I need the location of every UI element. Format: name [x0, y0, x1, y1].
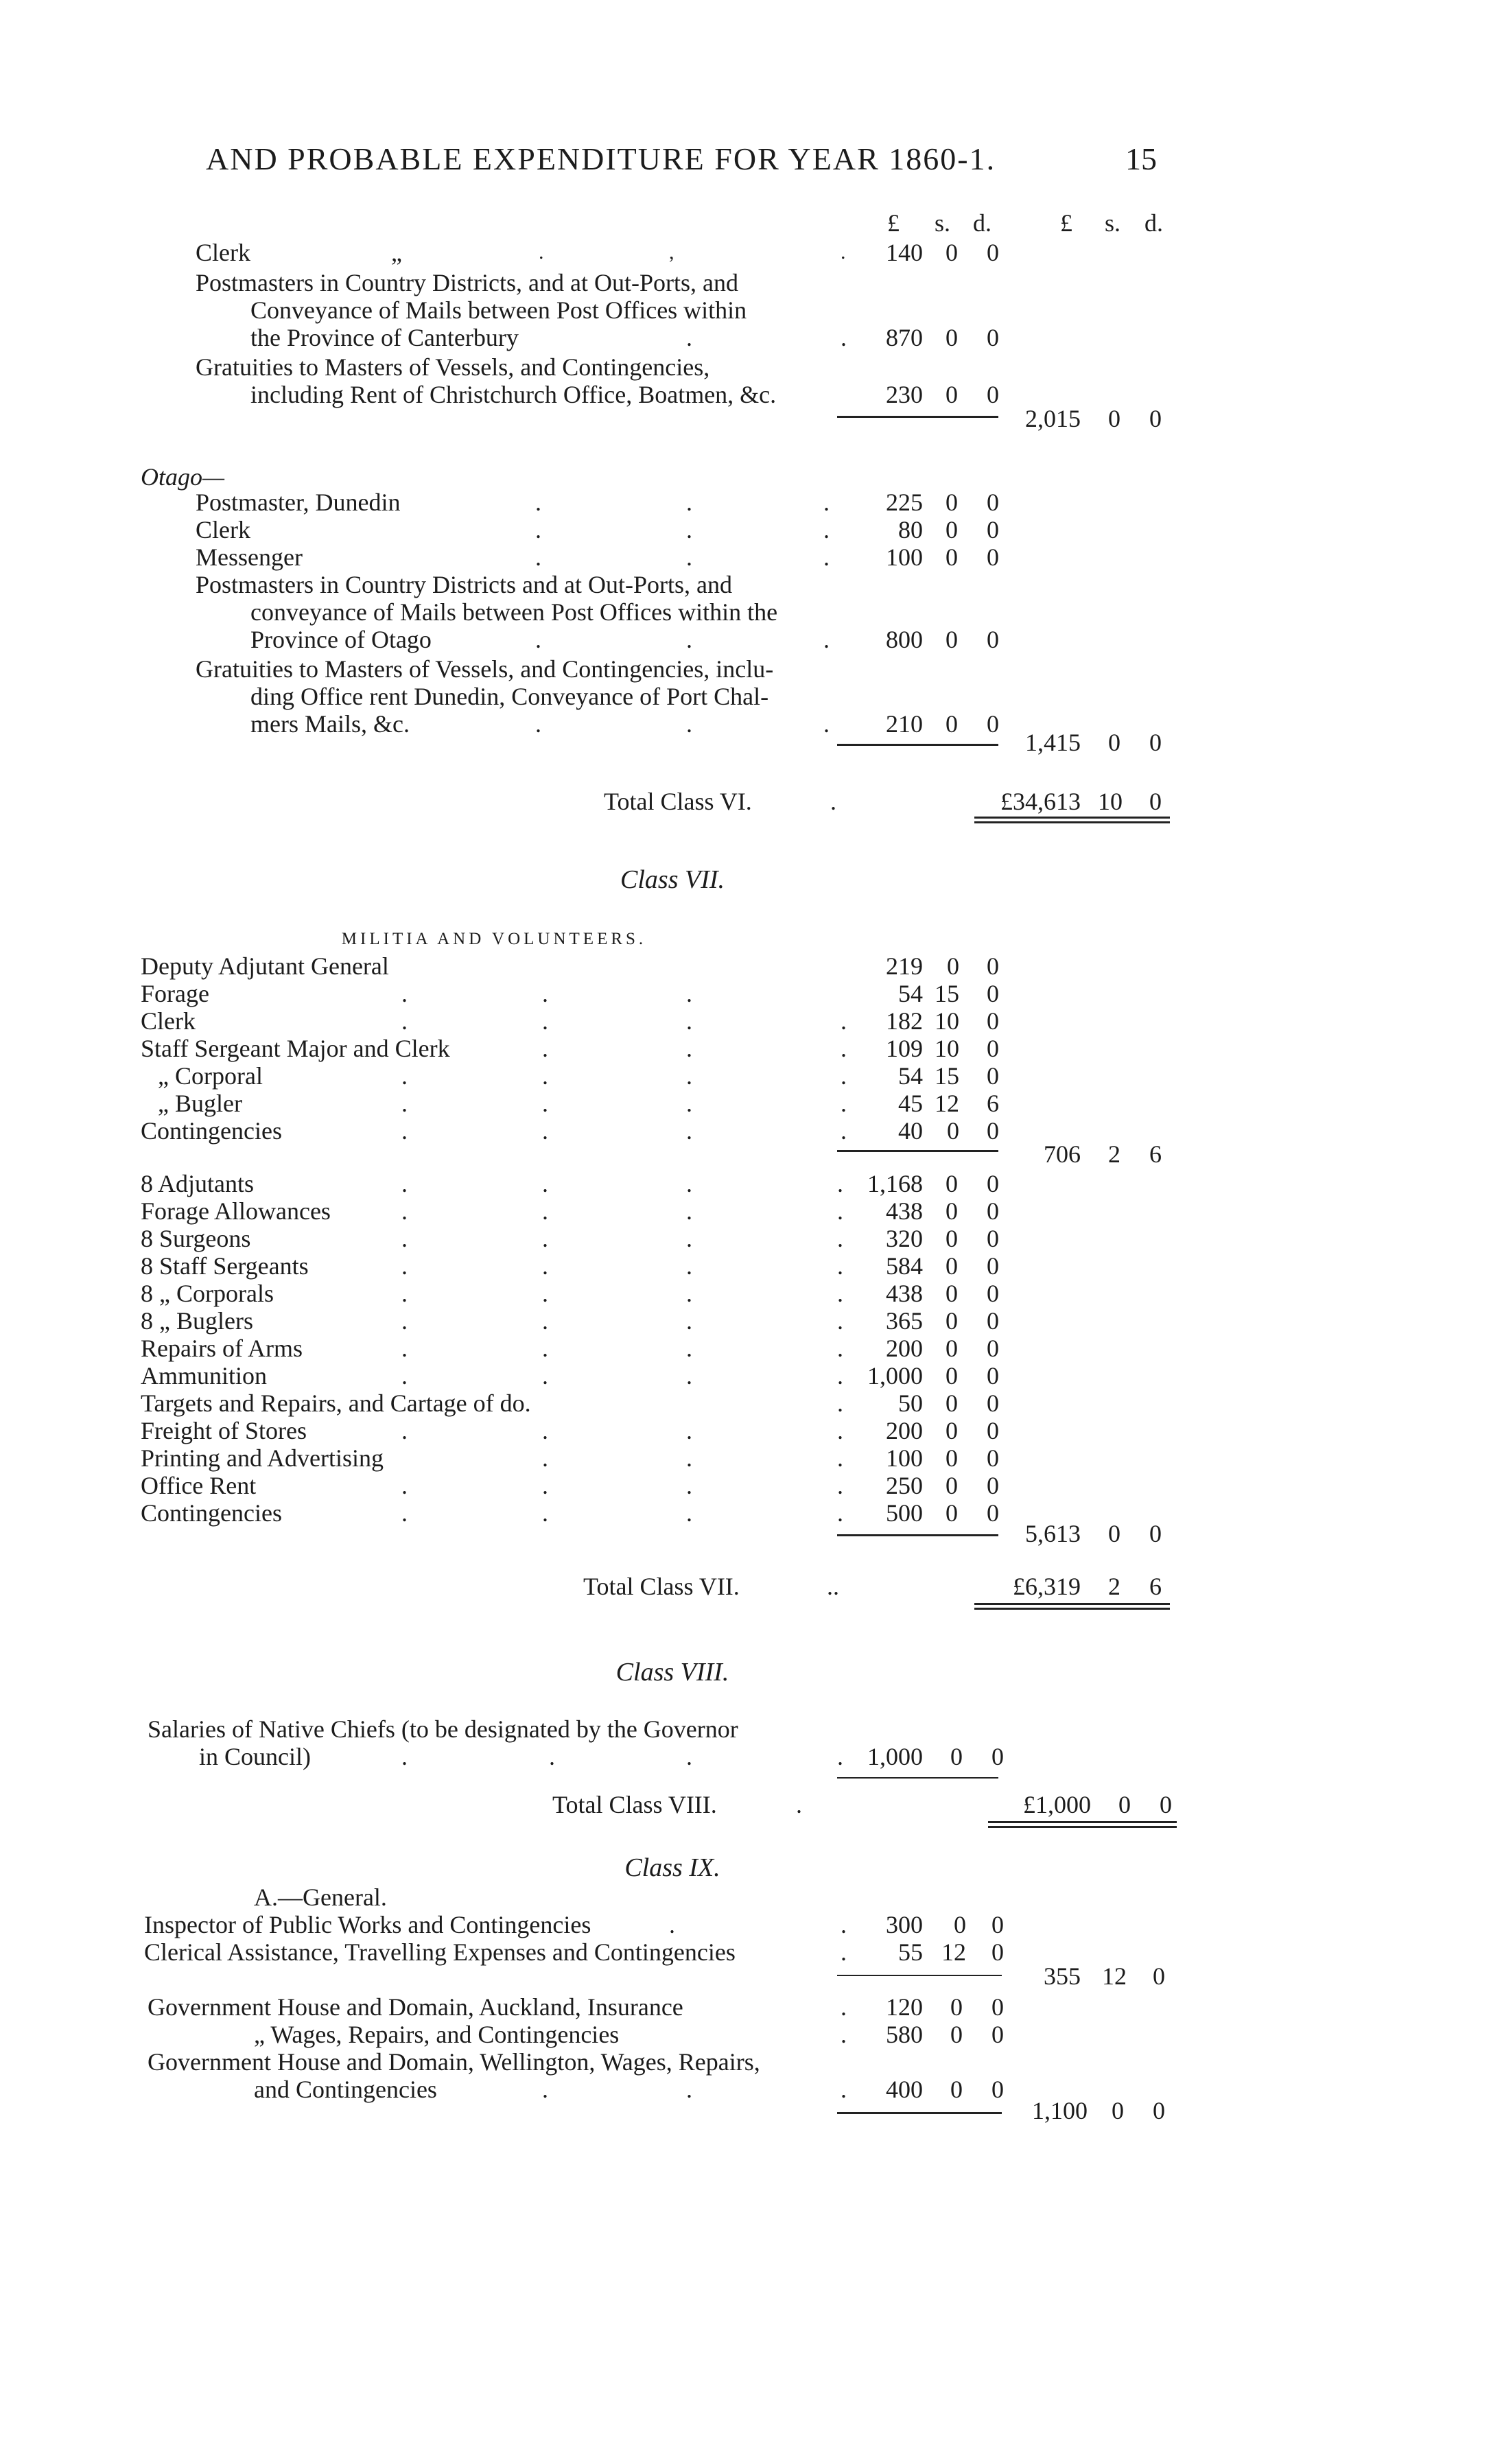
entry-label: Contingencies	[141, 1499, 282, 1527]
entry-label-cont: Conveyance of Mails between Post Offices within	[250, 296, 747, 324]
subheading-text: A.—General.	[254, 1884, 387, 1911]
running-head: AND PROBABLE EXPENDITURE FOR YEAR 1860-1.	[206, 141, 996, 176]
amount-shillings: 0	[947, 1117, 959, 1145]
subtotal-pence: 6	[1149, 1140, 1162, 1168]
total-pounds: £6,319	[1013, 1573, 1081, 1600]
amount-pence: 0	[987, 1335, 999, 1362]
amount-pounds: 54	[898, 1062, 923, 1090]
entry-label: Postmaster, Dunedin	[196, 489, 401, 516]
entry-label: Forage Allowances	[141, 1197, 331, 1225]
amount-pence: 0	[987, 1472, 999, 1499]
amount-pence: 0	[991, 1743, 1004, 1770]
total-label: Total Class VII.	[583, 1573, 740, 1600]
amount-pence: 0	[987, 239, 999, 266]
amount-shillings: 0	[946, 324, 958, 351]
shilling-col-head: s.	[1105, 209, 1121, 237]
class-heading: Class IX.	[624, 1853, 720, 1882]
amount-shillings: 12	[941, 1938, 966, 1966]
entry-label: Office Rent	[141, 1472, 257, 1499]
amount-pounds: 250	[886, 1472, 923, 1499]
amount-shillings: 0	[946, 489, 958, 516]
amount-pence: 0	[987, 1225, 999, 1252]
amount-shillings: 0	[946, 1280, 958, 1307]
sum-rule	[837, 2112, 1002, 2114]
subtotal-shillings: 12	[1102, 1962, 1127, 1990]
sum-rule	[837, 1975, 1002, 1976]
amount-shillings: 0	[946, 1417, 958, 1444]
total-double-rule	[974, 817, 1170, 823]
total-double-rule	[974, 1603, 1170, 1610]
entry-label: Clerk	[196, 239, 250, 266]
amount-pounds: 230	[886, 381, 923, 408]
shilling-col-head: s.	[935, 209, 951, 237]
amount-pence: 0	[987, 952, 999, 980]
total-pence: 6	[1149, 1573, 1162, 1600]
entry-label: Ammunition	[141, 1362, 268, 1389]
subtotal-shillings: 0	[1112, 2097, 1124, 2124]
amount-shillings: 0	[950, 2021, 963, 2048]
amount-shillings: 10	[935, 1035, 959, 1062]
entry-label: Clerk	[141, 1007, 196, 1035]
amount-pounds: 870	[886, 324, 923, 351]
amount-pence: 0	[987, 1252, 999, 1280]
entry-label: Clerical Assistance, Travelling Expenses and Contingencies	[144, 1938, 736, 1966]
pound-col-head: £	[1060, 209, 1072, 237]
amount-pounds: 1,000	[867, 1362, 923, 1389]
entry-label: 8 Adjutants	[141, 1170, 255, 1197]
total-pounds: £1,000	[1023, 1791, 1091, 1818]
entry-label: Forage	[141, 980, 209, 1007]
subtotal-shillings: 0	[1108, 405, 1120, 432]
entry-label: Government House and Domain, Wellington, Wages, Repairs,	[148, 2048, 760, 2076]
amount-pounds: 438	[886, 1280, 923, 1307]
amount-pence: 0	[987, 1307, 999, 1335]
amount-pounds: 210	[886, 710, 923, 738]
amount-pounds: 219	[886, 952, 923, 980]
total-shillings: 2	[1108, 1573, 1120, 1600]
amount-pounds: 54	[898, 980, 923, 1007]
amount-pence: 0	[987, 1499, 999, 1527]
entry-label-cont: the Province of Canterbury	[250, 324, 519, 351]
entry-label-cont: and Contingencies	[254, 2076, 437, 2103]
amount-shillings: 0	[946, 1444, 958, 1472]
page-number: 15	[1125, 141, 1157, 176]
total-double-rule	[988, 1821, 1177, 1828]
entry-label-cont: ding Office rent Dunedin, Conveyance of Port Chal-	[250, 683, 769, 710]
entry-label: 8 „ Corporals	[141, 1280, 274, 1307]
amount-pence: 0	[987, 516, 999, 543]
entry-label: Messenger	[196, 543, 303, 571]
amount-pounds: 365	[886, 1307, 923, 1335]
document-page: AND PROBABLE EXPENDITURE FOR YEAR 1860-1. 15 £ s. d. £ s. d. Clerk „ . , . 140 0 0 Postmasters in Country Districts, and at Out-Ports, and Conveyance of Mails between Post Offices within the Province of Canterbury . . 870 0 0 Gratuities to Masters of Vessels, and Contingencies, including Rent of Christchurch Office, Boatmen, &c. 230 0 0 2,015 0 0 Otago— Postmaster, Dunedin . . . 225 0 0 Clerk . . . 80 0 0 Messenger . . . 100 0 0 Postmasters in Country Districts and at Out-Ports, and conveyance of Mails between Post Offices within the Province of Otago . . . 800 0 0 Gratuities to Masters of Vessels, and Contingencies, inclu- ding Office rent Dunedin, Conveyance of Port Chal- mers Mails, &c. . . . 210 0 0 1,415 0 0 Total Class VI. . £34,613 10 0 Class VII. MILITIA AND VOLUNTEERS. Deputy Adjutant General 219 0 0 Forage 54 15 0 Clerk 182 10 0 Staff Sergeant Major and Clerk 109 10 0 „ Corporal 54 15 0 „ Bugler 45 12 6 Contingencies 40 0 0 . . . . . . . . . . . . . . . . . . . . . . 706 2 6 8 Adjutants 1,168 0 0 Forage Allowances 438 0 0 8 Surgeons 320 0 0 8 Staff Sergeants 584 0 0 8 „ Corporals 438 0 0 8 „ Buglers 365 0 0 Repairs of Arms 200 0 0 Ammunition 1,000 0 0 Targets and Repairs, and Cartage of do. 50 0 0 Freight of Stores 200 0 0 Printing and Advertising 100 0 0 Office Rent 250 0 0 Contingencies 500 0 0 . . . . . . . . . . . . . . . . . . . . . . . . . . . . . . . . . . . . . . . . . . . . . . . . 5,613 0 0 Total Class VII. .. £6,319 2 6 Class VIII. Salaries of Native Chiefs (to be designated by the Governor in Council) . . . . 1,000 0 0 Total Class VIII. . £1,000 0 0 Class IX. A.—General. Inspector of Public Works and Contingencies . . 300 0 0 Clerical Assistance, Travelling Expenses and Contingencies . 55 12 0 355 12 0 Government House and Domain, Auckland, Insurance . 120 0 0 „ Wages, Repairs, and Contingencies . 580 0 0 Government House and Domain, Wellington, Wages, Repairs, and Contingencies . . . 400 0 0 1,100 0 0	[0, 0, 1491, 2464]
total-pence: 0	[1160, 1791, 1172, 1818]
amount-shillings: 0	[946, 1225, 958, 1252]
amount-shillings: 0	[946, 626, 958, 653]
amount-shillings: 0	[950, 1993, 963, 2021]
amount-pence: 6	[987, 1090, 999, 1117]
class-heading: Class VIII.	[615, 1658, 729, 1687]
entry-label: 8 Surgeons	[141, 1225, 251, 1252]
sum-rule	[837, 1777, 998, 1779]
amount-pounds: 182	[886, 1007, 923, 1035]
amount-shillings: 12	[935, 1090, 959, 1117]
sum-rule	[837, 1534, 998, 1536]
amount-pounds: 100	[886, 1444, 923, 1472]
entry-label: 8 „ Buglers	[141, 1307, 253, 1335]
amount-pence: 0	[987, 1170, 999, 1197]
entry-label: Gratuities to Masters of Vessels, and Contingencies, inclu-	[196, 655, 774, 683]
class-heading: Class VII.	[620, 865, 725, 894]
amount-pounds: 200	[886, 1417, 923, 1444]
amount-pounds: 500	[886, 1499, 923, 1527]
entry-label: „ Corporal	[158, 1062, 263, 1090]
amount-pence: 0	[987, 1362, 999, 1389]
amount-shillings: 0	[946, 381, 958, 408]
subtotal-pence: 0	[1153, 2097, 1165, 2124]
amount-pounds: 1,168	[867, 1170, 923, 1197]
amount-pounds: 438	[886, 1197, 923, 1225]
subtotal-shillings: 0	[1108, 1520, 1120, 1547]
amount-pounds: 55	[898, 1938, 923, 1966]
entry-label: Deputy Adjutant General	[141, 952, 389, 980]
entry-label: Inspector of Public Works and Contingencies	[144, 1911, 591, 1938]
amount-pence: 0	[991, 2076, 1004, 2103]
amount-shillings: 0	[954, 1911, 966, 1938]
subtotal-pence: 0	[1149, 1520, 1162, 1547]
total-label: Total Class VIII.	[552, 1791, 717, 1818]
subtotal-pounds: 706	[1044, 1140, 1081, 1168]
entry-label-cont: conveyance of Mails between Post Offices within the	[250, 598, 778, 626]
class-subheading	[254, 1884, 387, 1911]
class-subheading: MILITIA AND VOLUNTEERS.	[341, 930, 647, 948]
entry-label: Postmasters in Country Districts, and at Out-Ports, and	[196, 269, 738, 296]
entry-label-cont: Province of Otago	[250, 626, 432, 653]
entry-label: Printing and Advertising	[141, 1444, 384, 1472]
amount-shillings: 0	[946, 1472, 958, 1499]
subtotal-shillings: 2	[1108, 1140, 1120, 1168]
sum-rule	[837, 416, 998, 418]
subtotal-pence: 0	[1153, 1962, 1165, 1990]
pound-col-head: £	[887, 209, 900, 237]
entry-label: 8 Staff Sergeants	[141, 1252, 309, 1280]
amount-shillings: 0	[947, 952, 959, 980]
total-shillings: 10	[1098, 788, 1123, 815]
amount-pounds: 320	[886, 1225, 923, 1252]
amount-shillings: 0	[946, 1389, 958, 1417]
total-pounds: £34,613	[1000, 788, 1081, 815]
entry-label: Targets and Repairs, and Cartage of do.	[141, 1389, 531, 1417]
amount-pounds: 109	[886, 1035, 923, 1062]
amount-pence: 0	[991, 1938, 1004, 1966]
amount-pence: 0	[987, 1417, 999, 1444]
entry-label-cont: mers Mails, &c.	[250, 710, 410, 738]
amount-pounds: 225	[886, 489, 923, 516]
subtotal-shillings: 0	[1108, 729, 1120, 756]
amount-pounds: 120	[886, 1993, 923, 2021]
amount-pence: 0	[987, 381, 999, 408]
subtotal-pounds: 355	[1044, 1962, 1081, 1990]
amount-shillings: 0	[946, 1307, 958, 1335]
subtotal-pence: 0	[1149, 729, 1162, 756]
entry-label: Government House and Domain, Auckland, Insurance	[148, 1993, 683, 2021]
entry-label: „ Wages, Repairs, and Contingencies	[254, 2021, 620, 2048]
amount-pence: 0	[987, 1007, 999, 1035]
amount-pounds: 100	[886, 543, 923, 571]
amount-shillings: 0	[946, 1252, 958, 1280]
amount-pence: 0	[987, 489, 999, 516]
entry-label: Repairs of Arms	[141, 1335, 303, 1362]
amount-pounds: 300	[886, 1911, 923, 1938]
subtotal-pounds: 1,415	[1025, 729, 1081, 756]
amount-pence: 0	[987, 980, 999, 1007]
amount-pounds: 50	[898, 1389, 923, 1417]
entry-label: Contingencies	[141, 1117, 282, 1145]
amount-shillings: 0	[950, 2076, 963, 2103]
amount-pence: 0	[987, 543, 999, 571]
amount-shillings: 0	[950, 1743, 963, 1770]
amount-pence: 0	[991, 1911, 1004, 1938]
amount-shillings: 0	[946, 710, 958, 738]
entry-label: „ Bugler	[158, 1090, 242, 1117]
amount-shillings: 0	[946, 1499, 958, 1527]
amount-shillings: 10	[935, 1007, 959, 1035]
amount-shillings: 15	[935, 980, 959, 1007]
subtotal-pence: 0	[1149, 405, 1162, 432]
total-pence: 0	[1149, 788, 1162, 815]
amount-pence: 0	[987, 1444, 999, 1472]
amount-pounds: 140	[886, 239, 923, 266]
entry-label: Clerk	[196, 516, 250, 543]
sum-rule	[837, 1150, 998, 1152]
amount-pence: 0	[987, 1280, 999, 1307]
entry-label-cont: in Council)	[199, 1743, 311, 1770]
entry-label: Staff Sergeant Major and Clerk	[141, 1035, 450, 1062]
amount-pounds: 400	[886, 2076, 923, 2103]
amount-shillings: 0	[946, 1170, 958, 1197]
amount-shillings: 0	[946, 239, 958, 266]
amount-shillings: 0	[946, 1335, 958, 1362]
amount-pounds: 1,000	[867, 1743, 923, 1770]
pence-col-head: d.	[1144, 209, 1163, 237]
amount-pence: 0	[987, 710, 999, 738]
amount-pounds: 45	[898, 1090, 923, 1117]
total-label: Total Class VI.	[604, 788, 752, 815]
entry-label-cont: including Rent of Christchurch Office, Boatmen, &c.	[250, 381, 777, 408]
amount-shillings: 0	[946, 543, 958, 571]
entry-label: Gratuities to Masters of Vessels, and Contingencies,	[196, 353, 710, 381]
entry-label: Salaries of Native Chiefs (to be designated by the Governor	[148, 1715, 738, 1743]
amount-pence: 0	[987, 1389, 999, 1417]
amount-shillings: 0	[946, 1362, 958, 1389]
amount-pence: 0	[991, 2021, 1004, 2048]
amount-pence: 0	[987, 1117, 999, 1145]
amount-pounds: 80	[898, 516, 923, 543]
section-heading: Otago—	[141, 463, 225, 491]
subtotal-pounds: 1,100	[1032, 2097, 1088, 2124]
amount-pounds: 40	[898, 1117, 923, 1145]
subtotal-pounds: 5,613	[1025, 1520, 1081, 1547]
pence-col-head: d.	[973, 209, 991, 237]
amount-pounds: 800	[886, 626, 923, 653]
entry-label: Freight of Stores	[141, 1417, 307, 1444]
amount-shillings: 0	[946, 516, 958, 543]
sum-rule	[837, 744, 998, 746]
amount-pounds: 584	[886, 1252, 923, 1280]
amount-shillings: 0	[946, 1197, 958, 1225]
amount-pence: 0	[987, 1197, 999, 1225]
amount-pence: 0	[987, 1062, 999, 1090]
total-shillings: 0	[1118, 1791, 1131, 1818]
amount-pence: 0	[987, 324, 999, 351]
amount-shillings: 15	[935, 1062, 959, 1090]
amount-pence: 0	[991, 1993, 1004, 2021]
amount-pence: 0	[987, 1035, 999, 1062]
amount-pounds: 580	[886, 2021, 923, 2048]
subtotal-pounds: 2,015	[1025, 405, 1081, 432]
amount-pence: 0	[987, 626, 999, 653]
ditto-mark: „	[391, 239, 402, 266]
entry-label: Postmasters in Country Districts and at Out-Ports, and	[196, 571, 732, 598]
amount-pounds: 200	[886, 1335, 923, 1362]
